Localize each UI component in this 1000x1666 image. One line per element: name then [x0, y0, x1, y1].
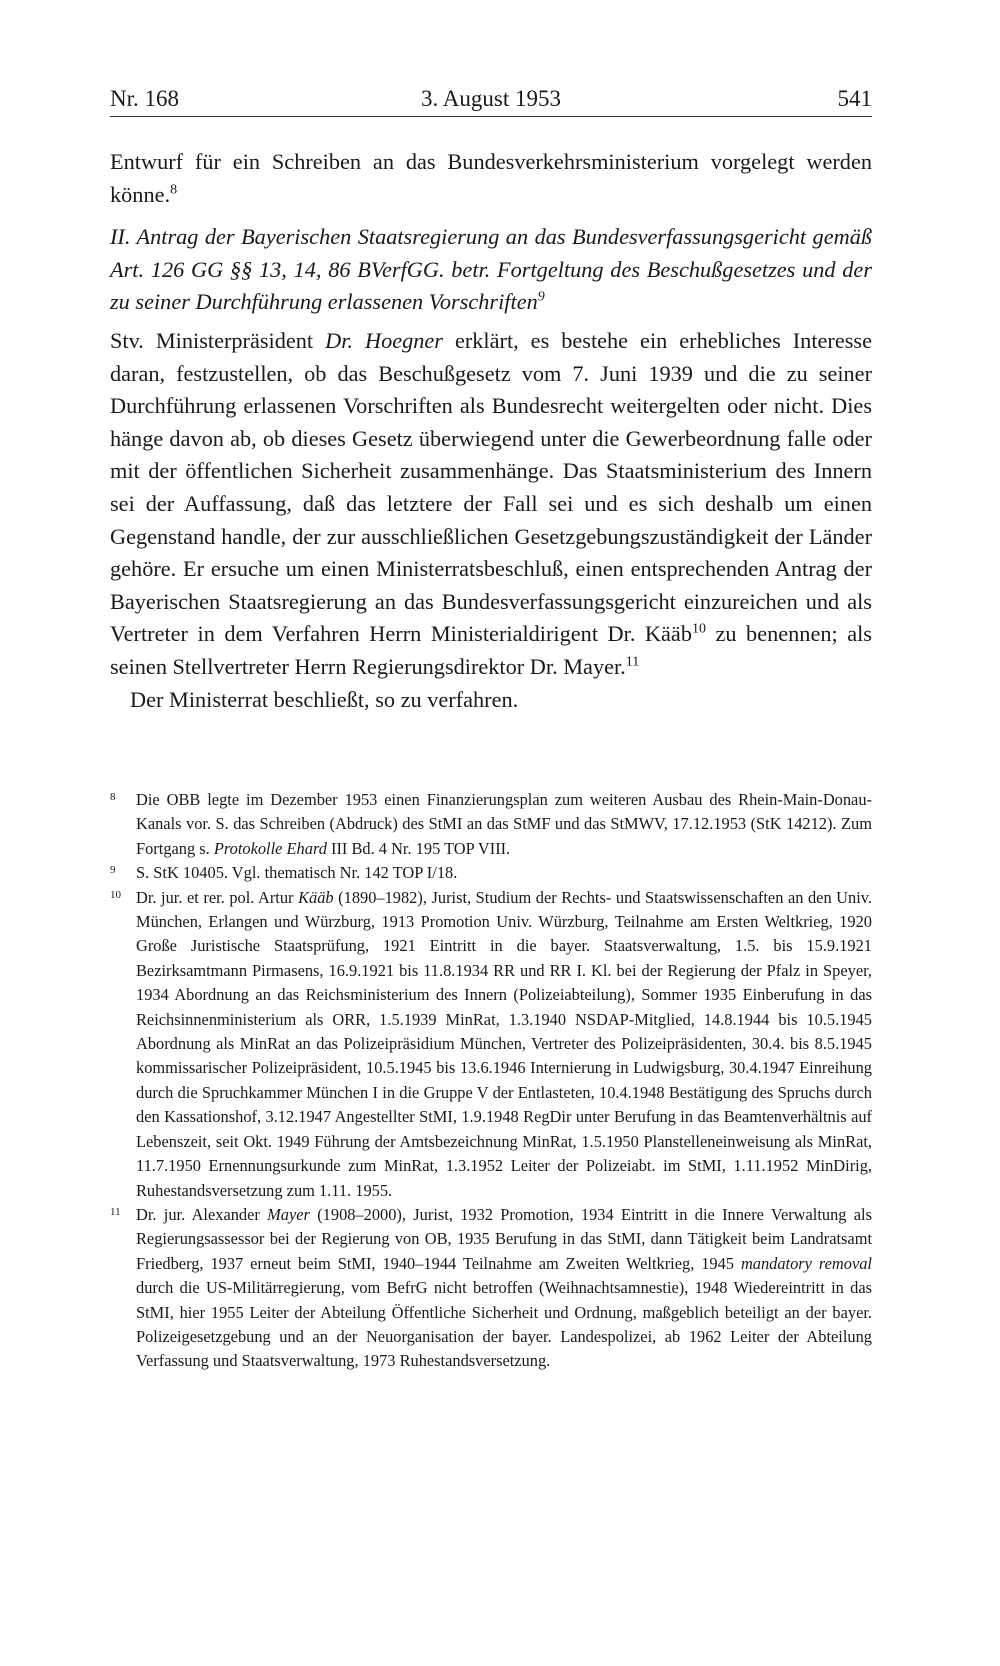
footnote-text: Die OBB legte im Dezember 1953 einen Finanzierungsplan zum weiteren Ausbau des Rhein-Main-Donau-Kanals vor. S. das Schreiben (Abdruck) des StMI an das StMF und das StMWV, 17.12.1953 (StK 14212). Zum Fortgang s. — [136, 790, 872, 858]
footnote-number: 9 — [110, 864, 116, 877]
footnote-text: III Bd. 4 Nr. 195 TOP VIII. — [326, 838, 511, 858]
main-text — [110, 146, 872, 716]
document-number: Nr. 168 — [110, 86, 179, 111]
paragraph-statement — [110, 325, 872, 684]
footnote-text: S. StK 10405. Vgl. thematisch Nr. 142 TOP I/18. — [136, 863, 458, 883]
paragraph-text: Entwurf für ein Schreiben an das Bundesverkehrsministerium vorgelegt werden könne. — [110, 149, 872, 207]
footnote-text: durch die US-Militärregierung, vom BefrG nicht betroffen (Weihnachtsamnestie), 1948 Wiedereintritt in das StMI, hier 1955 Leiter der Abteilung Öffentliche Sicherheit und Ordnung, maßgeblich beteiligt an der bayer. Polizeigesetzgebung und an der Neuorganisation der bayer. Landespolizei, ab 1962 Leiter der Abteilung Verfassung und Staatsverwaltung, 1973 Ruhestandsversetzung. — [136, 1278, 872, 1371]
paragraph-text: Stv. Ministerpräsident — [110, 327, 326, 353]
footnote-italic: Kääb — [298, 887, 334, 907]
paragraph-continuation — [110, 146, 872, 211]
paragraph-text: erklärt, es bestehe ein erhebliches Interesse daran, festzustellen, ob das Beschußgesetz vom 7. Juni 1939 und die zu seiner Durchführung erlassenen Vorschriften als Bundesrecht weitergelten oder nicht. Dies hänge davon ab, ob dieses Gesetz überwiegend unter die Gewerbeordnung falle oder mit der öffentlichen Sicherheit zusammenhänge. Das Staatsministerium des Innern sei der Auffassung, daß das letztere der Fall sei und es sich deshalb um einen Gegenstand handle, der zur ausschließlichen Gesetzgebungszuständigkeit der Länder gehöre. Er ersuche um einen Ministerratsbeschluß, einen entsprechenden Antrag der Bayerischen Staatsregierung an das Bundesverfassungsgericht einzureichen und als Vertreter in dem Verfahren Herrn Ministerialdirigent Dr. Kääb — [110, 327, 872, 647]
footnote-9 — [110, 861, 872, 885]
footnote-ref: 8 — [170, 182, 178, 198]
running-header — [110, 82, 872, 117]
footnote-ref: 9 — [537, 289, 545, 305]
heading-text: II. Antrag der Bayerischen Staatsregierung an das Bundesverfassungsgericht gemäß Art. 126 GG §§ 13, 14, 86 BVerfGG. betr. Fortgeltung des Beschußgesetzes und der zu seiner Durchführung erlassenen Vorschriften — [110, 224, 872, 315]
footnote-italic: Protokolle Ehard — [213, 838, 327, 858]
footnote-text: (1890–1982), Jurist, Studium der Rechts- und Staatswissenschaften an den Univ. München, Erlangen und Würzburg, 1913 Promotion Univ. Würzburg, Teilnahme am Ersten Weltkrieg, 1920 Große Juristische Staatsprüfung, 1921 Eintritt in die bayer. Staatsverwaltung, 1.5. bis 15.9.1921 Bezirksamtmann Pirmasens, 16.9.1921 bis 11.8.1934 RR und RR I. Kl. bei der Regierung der Pfalz in Speyer, 1934 Abordnung an das Reichsministerium des Innern (Polizeiabteilung), Sommer 1935 Einberufung in das Reichsinnenministerium als ORR, 1.5.1939 MinRat, 1.3.1940 NSDAP-Mitglied, 14.8.1944 bis 10.5.1945 Abordnung als MinRat an das Polizeipräsidium München, Vertreter des Polizeipräsidenten, 30.4. bis 8.5.1945 kommissarischer Polizeipräsident, 10.5.1945 bis 13.6.1946 Internierung in Ludwigsburg, 30.4.1947 Einreihung durch die Spruchkammer München I in die Gruppe V der Entlasteten, 10.4.1948 Bestätigung des Spruchs durch den Kassationshof, 3.12.1947 Angestellter StMI, 1.9.1948 RegDir unter Berufung in das Beamtenverhältnis auf Lebenszeit, seit Okt. 1949 Führung der Amtsbezeichnung MinRat, 1.5.1950 Planstelleneinweisung als MinRat, 11.7.1950 Ernennungsurkunde zum MinRat, 1.3.1952 Leiter der Polizeiabt. im StMI, 1.11.1952 MinDirig, Ruhestandsversetzung zum 1.11. 1955. — [136, 887, 873, 1200]
footnote-ref: 11 — [625, 654, 640, 670]
footnote-italic: Mayer — [267, 1204, 310, 1224]
agenda-item-heading — [110, 221, 872, 319]
footnote-8 — [110, 788, 872, 861]
footnote-italic: mandatory removal — [740, 1253, 872, 1273]
footnote-number: 8 — [110, 791, 116, 803]
footnotes — [110, 788, 872, 1374]
footnote-10 — [110, 886, 872, 1203]
footnote-text: (1908–2000), Jurist, 1932 Promotion, 1934 Eintritt in die Innere Verwaltung als Regierungsassessor bei der Regierung von OB, 1935 Berufung in das StMI, dann Tätigkeit beim Landratsamt Friedberg, 1937 erneut beim StMI, 1940–1944 Teilnahme am Zweiten Weltkrieg, 1945 — [136, 1204, 872, 1273]
page-number: 541 — [837, 86, 872, 111]
footnote-number: 10 — [110, 888, 121, 901]
speaker-name: Dr. Hoegner — [325, 327, 443, 353]
footnote-text: Dr. jur. et rer. pol. Artur — [136, 887, 299, 907]
footnote-11 — [110, 1203, 872, 1374]
paragraph-text: zu benennen; als seinen Stellvertreter Herrn Regierungsdirektor Dr. Mayer. — [110, 621, 872, 679]
footnote-ref: 10 — [691, 621, 706, 637]
header-date: 3. August 1953 — [421, 86, 561, 111]
footnote-number: 11 — [110, 1205, 121, 1218]
paragraph-decision: Der Ministerrat beschließt, so zu verfahren. — [130, 686, 519, 712]
footnote-text: Dr. jur. Alexander — [136, 1204, 268, 1224]
